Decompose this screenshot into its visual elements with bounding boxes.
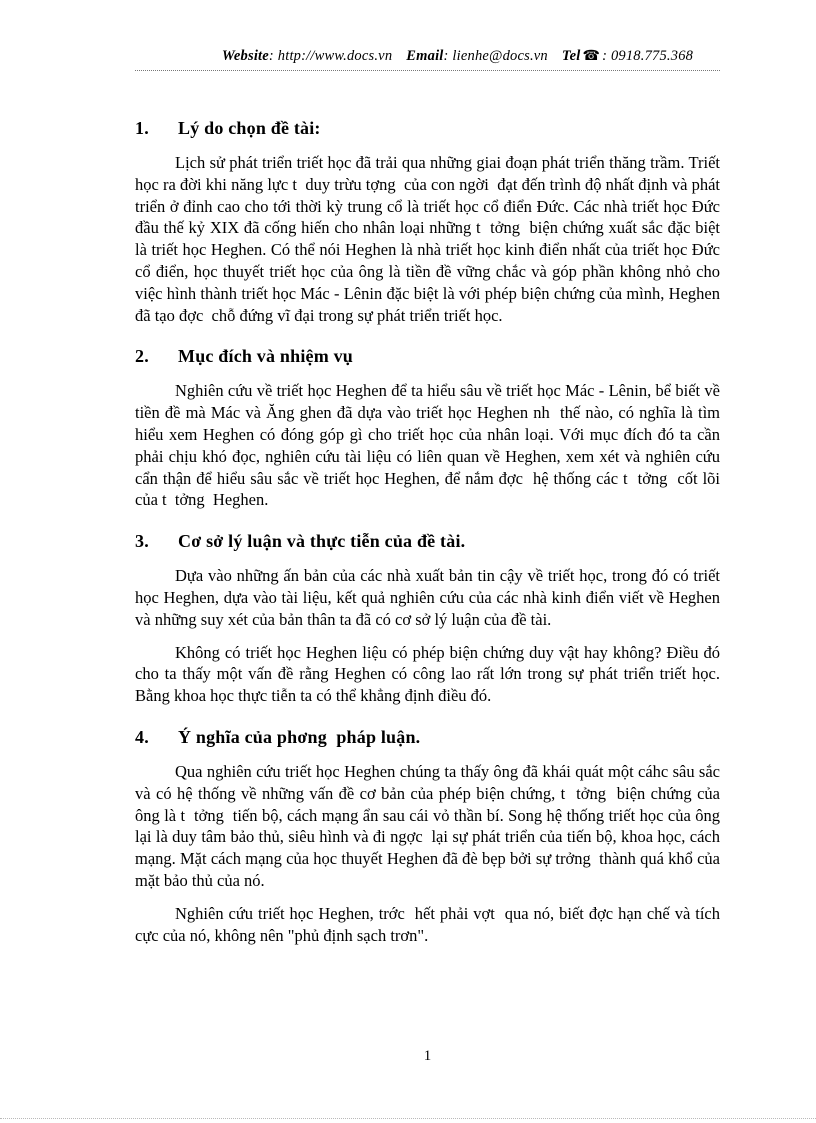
section-4-paragraph-1: Qua nghiên cứu triết học Heghen chúng ta thấy ông đã khái quát một cáhc sâu sắc và có hệ thống về những vấn đề cơ bản của phép biện chứng, t tởng biện chứng của ông là t tởng tiến bộ, cách mạng ẩn sau cái vỏ thần bí. Song hệ thống triết học của ông lại là duy tâm bảo thủ, siêu hình và đi ngợc lại sự phát triển của tiến bộ, khoa học, cách mạng. Mặt cách mạng của học thuyết Heghen đã đè bẹp bởi sự trởng thành quá khổ của mặt bảo thủ của nó.: [135, 761, 720, 890]
section-2-heading: [135, 346, 720, 367]
section-1-heading: [135, 118, 720, 139]
page-footer: [135, 1048, 720, 1065]
section-3-title: Cơ sở lý luận và thực tiễn của đề tài.: [178, 531, 466, 552]
tel-label: Tel: [561, 48, 581, 64]
section-4-paragraph-2: Nghiên cứu triết học Heghen, trớc hết phải vợt qua nó, biết đợc hạn chế và tích cực của nó, không nên "phủ định sạch trơn".: [135, 903, 720, 945]
email-label: Email: [406, 48, 444, 64]
section-4-title: Ý nghĩa của phơng pháp luận.: [178, 726, 421, 747]
section-4-number: 4.: [135, 726, 149, 747]
section-1-paragraph-1: Lịch sử phát triển triết học đã trải qua những giai đoạn phát triển thăng trầm. Triết học ra đời khi năng lực t duy trừu tợng của con ngời đạt đến trình độ nhất định và phát triển ở đỉnh cao cho tới thời kỳ trung cổ là triết học cổ điển Đức. Các nhà triết học Đức đầu thế kỷ XIX đã cống hiến cho nhân loại những t tởng biện chứng xuất sắc đặc biệt là triết học Heghen. Có thể nói Heghen là nhà triết học kinh điển nhất của triết học Đức cổ điển, học thuyết triết học của ông là tiền đề vững chắc và góp phần không nhỏ cho việc hình thành triết học Mác - Lênin đặc biệt là với phép biện chứng của mình, Heghen đã tạo đợc chỗ đứng vĩ đại trong sự phát triển triết học.: [135, 153, 720, 325]
section-3-heading: [135, 531, 720, 552]
section-2-title: Mục đích và nhiệm vụ: [178, 346, 354, 367]
section-2: [135, 346, 720, 511]
header-contact-line: [135, 48, 720, 65]
phone-icon: ☎: [582, 49, 601, 64]
page-number: 1: [423, 1048, 432, 1064]
section-4-heading: [135, 727, 720, 748]
document-body: [135, 108, 720, 957]
section-3-paragraph-1: Dựa vào những ấn bản của các nhà xuất bản tin cậy về triết học, trong đó có triết học Heghen, dựa vào tài liệu, kết quả nghiên cứu của các nhà kinh điển viết về Heghen và những suy xét của bản thân ta đã có cơ sở lý luận của đề tài.: [135, 566, 720, 629]
section-3-number: 3.: [135, 531, 149, 552]
page-break-divider: [0, 1118, 816, 1119]
section-1-number: 1.: [135, 118, 149, 138]
tel-value: : 0918.775.368: [602, 48, 694, 64]
section-4: [135, 727, 720, 946]
section-3: [135, 531, 720, 707]
section-2-paragraph-1: Nghiên cứu về triết học Heghen để ta hiểu sâu về triết học Mác - Lênin, bể biết về tiền đề mà Mác và Ăng ghen đã dựa vào triết học Heghen nh thế nào, có nghĩa là tìm hiểu xem Heghen có đóng góp gì cho triết học của nhân loại. Với mục đích đó ta cần phải chịu khó đọc, nghiên cứu tài liệu có liên quan về Heghen, xem xét và nghiên cứu cẩn thận để hiểu sâu sắc về triết học Heghen, để nắm đợc hệ thống các t tởng cốt lõi của t tởng Heghen.: [135, 381, 720, 510]
website-label: Website: [221, 48, 269, 64]
email-value: : lienhe@docs.vn: [443, 48, 548, 64]
page-header: [135, 48, 720, 71]
section-3-paragraph-2: Không có triết học Heghen liệu có phép biện chứng duy vật hay không? Điều đó cho ta thấy một vấn đề rằng Heghen có công lao rất lớn trong sự phát triển triết học. Bằng khoa học thực tiễn ta có thể khẳng định điều đó.: [135, 642, 720, 706]
section-2-number: 2.: [135, 346, 149, 367]
section-1: [135, 118, 720, 326]
section-1-title: Lý do chọn đề tài:: [178, 118, 321, 138]
header-divider: [135, 70, 720, 71]
website-value: : http://www.docs.vn: [268, 48, 393, 64]
